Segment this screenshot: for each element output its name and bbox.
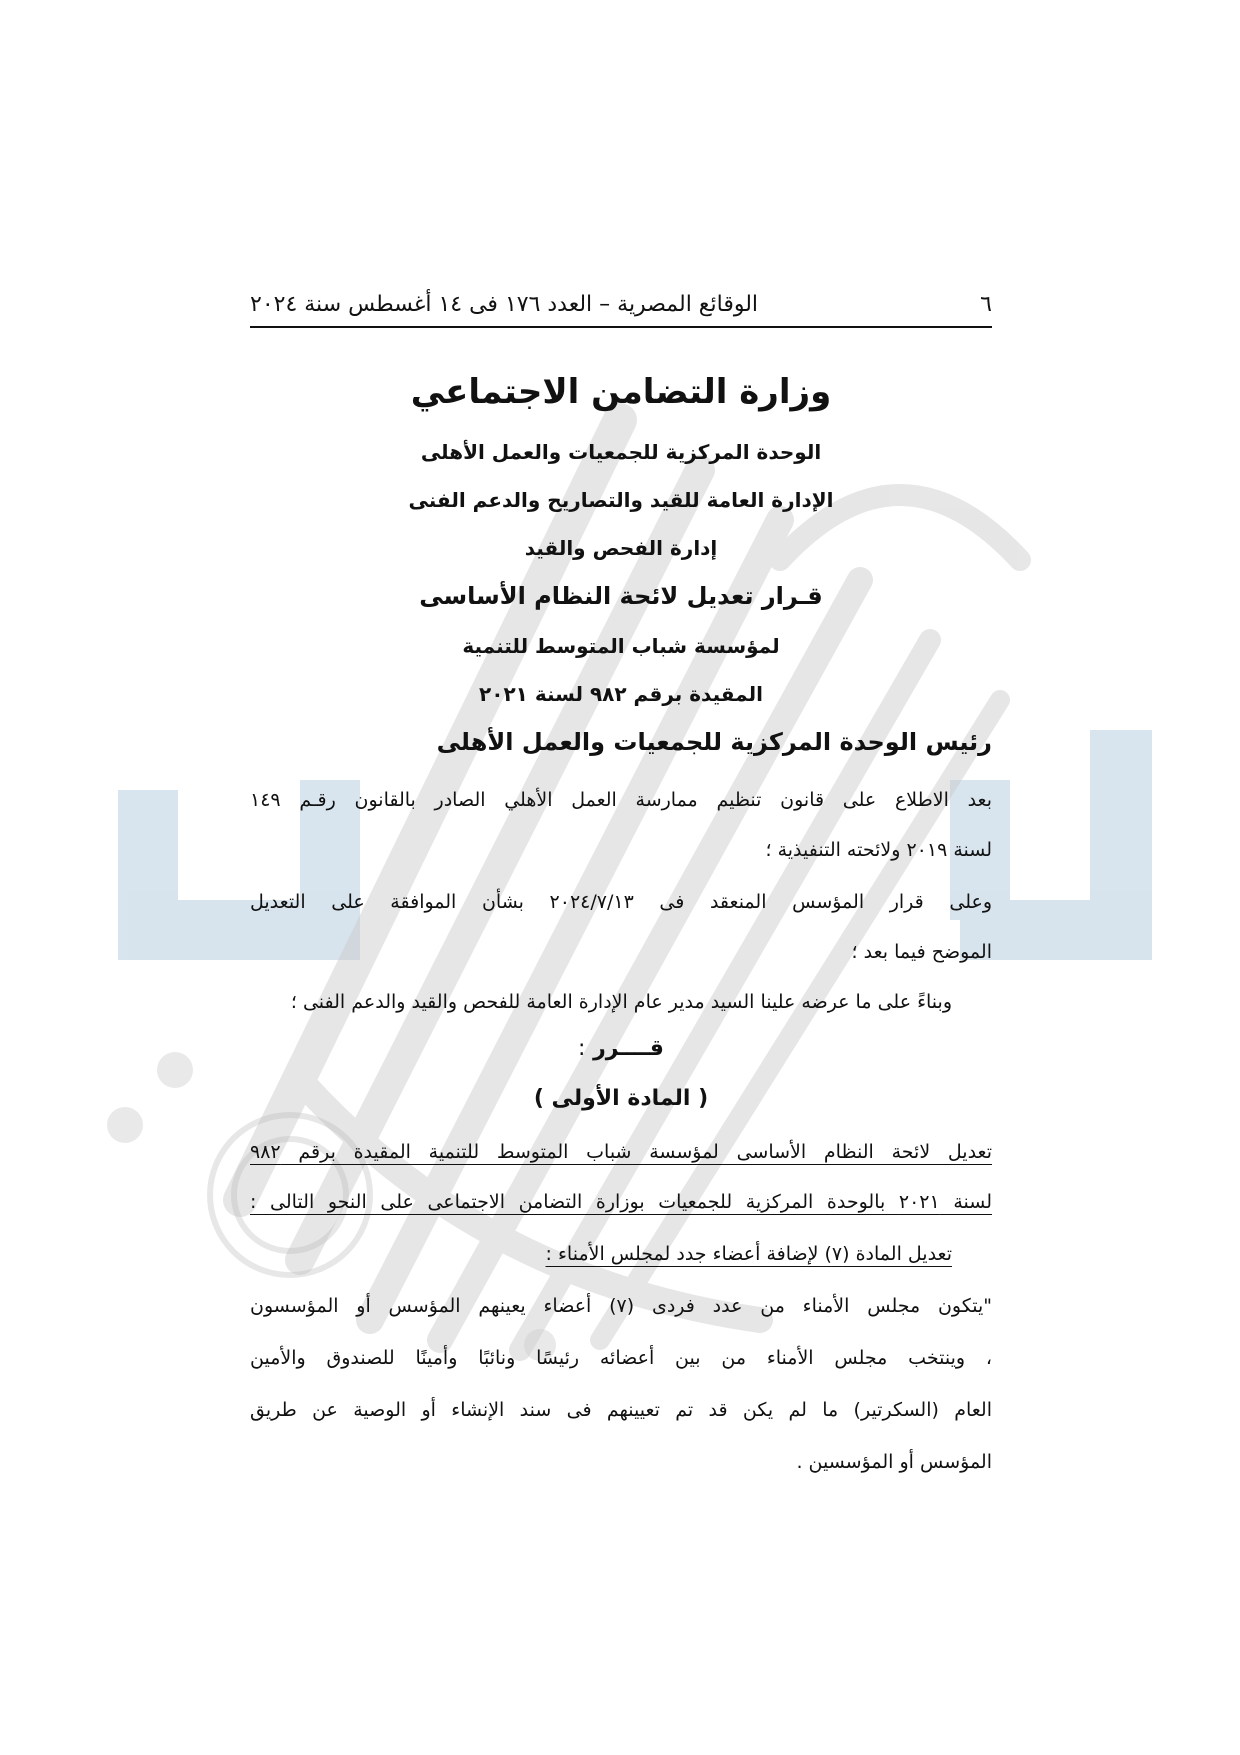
unit-title: الوحدة المركزية للجمعيات والعمل الأهلى [420, 440, 822, 464]
page-header [250, 282, 992, 328]
preamble-line: وعلى قرار المؤسس المنعقد فى ٢٠٢٤/٧/١٣ بشأن الموافقة على التعديل [250, 891, 992, 913]
ministry-title: وزارة التضامن الاجتماعي [410, 372, 832, 412]
department-title: الإدارة العامة للقيد والتصاريح والدعم الفنى [408, 488, 834, 512]
amended-line: "يتكون مجلس الأمناء من عدد فردى (٧) أعضاء يعينهم المؤسس أو المؤسسون [250, 1295, 992, 1317]
page-number: ٦ [980, 291, 992, 317]
gazette-title: الوقائع المصرية – العدد ١٧٦ فى ١٤ أغسطس سنة ٢٠٢٤ [250, 291, 759, 317]
amended-line: ، وينتخب مجلس الأمناء من بين أعضائه رئيسًا ونائبًا وأمينًا للصندوق والأمين [250, 1347, 992, 1369]
amended-line: المؤسس أو المؤسسين . [796, 1451, 992, 1473]
decided-word: قــــرر [593, 1036, 664, 1061]
preamble-line: بعد الاطلاع على قانون تنظيم ممارسة العمل الأهلي الصادر بالقانون رقـم ١٤٩ [250, 789, 992, 811]
article-title: ( المادة الأولى ) [533, 1086, 709, 1111]
amended-line: العام (السكرتير) ما لم يكن قد تم تعيينهم فى سند الإنشاء أو الوصية عن طريق [250, 1399, 992, 1421]
article-line [250, 1240, 992, 1268]
preamble-line: الموضح فيما بعد ؛ [851, 941, 992, 963]
article-line: تعديل لائحة النظام الأساسى لمؤسسة شباب المتوسط للتنمية المقيدة برقم ٩٨٢ [250, 1141, 992, 1163]
decided-line [250, 1036, 992, 1061]
preamble-line: وبناءً على ما عرضه علينا السيد مدير عام الإدارة العامة للفحص والقيد والدعم الفنى ؛ [290, 991, 952, 1013]
section-title: إدارة الفحص والقيد [524, 536, 718, 560]
foundation-name: لمؤسسة شباب المتوسط للتنمية [462, 634, 780, 658]
decision-title: قـرار تعديل لائحة النظام الأساسى [419, 582, 823, 610]
registration-line: المقيدة برقم ٩٨٢ لسنة ٢٠٢١ [479, 682, 763, 706]
article-line: لسنة ٢٠٢١ بالوحدة المركزية للجمعيات بوزارة التضامن الاجتماعى على النحو التالى : [250, 1191, 992, 1213]
decided-colon: : [578, 1036, 586, 1061]
article-subheading: تعديل المادة (٧) لإضافة أعضاء جدد لمجلس الأمناء : [545, 1243, 952, 1265]
chair-title: رئيس الوحدة المركزية للجمعيات والعمل الأهلى [436, 728, 992, 756]
preamble-line: لسنة ٢٠١٩ ولائحته التنفيذية ؛ [765, 839, 992, 861]
